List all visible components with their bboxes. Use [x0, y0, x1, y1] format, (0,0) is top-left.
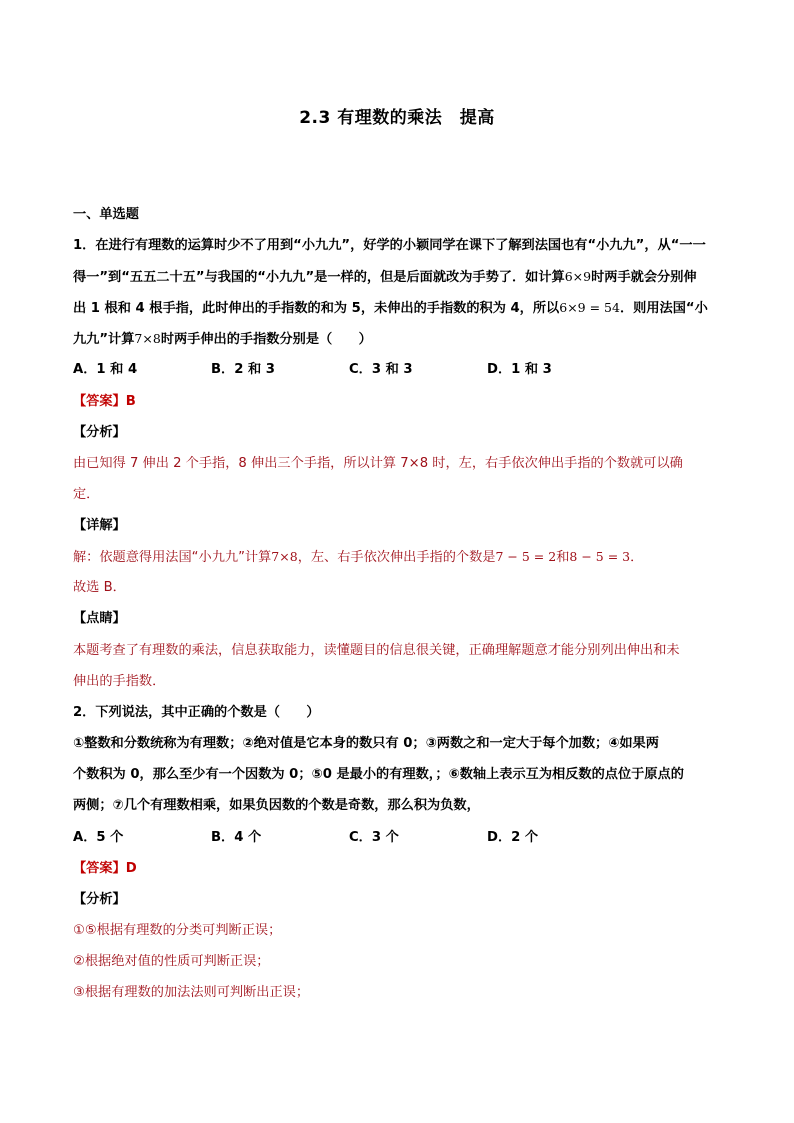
q1-math-equation: 6×9 = 54 — [559, 300, 620, 315]
q2-option-c: C．3 个 — [349, 830, 399, 845]
q1-analysis-label: 【分析】 — [73, 425, 126, 440]
q1-comment-line-1: 本题考查了有理数的乘法，信息获取能力，读懂题目的信息很关键，正确理解题意才能分别列出伸出和未 — [73, 643, 680, 658]
q2-analysis-label: 【分析】 — [73, 892, 126, 907]
q1-detail-label: 【详解】 — [73, 518, 126, 533]
q2-answer — [73, 859, 723, 879]
section-heading: 一、单选题 — [73, 207, 139, 222]
q1-stem-line-1: 1．在进行有理数的运算时少不了用到“小九九”，好学的小颖同学在课下了解到法国也有“小九九”，从“一一 — [73, 238, 706, 253]
q1-detail-line — [73, 547, 723, 568]
page-title: 2.3 有理数的乘法 提高 — [299, 108, 495, 128]
answer-value: B — [125, 394, 136, 409]
q2-analysis-line-2: ②根据绝对值的性质可判断正误； — [73, 954, 270, 969]
q2-items-line-3: 两侧；⑦几个有理数相乘，如果负因数的个数是奇数，那么积为负数， — [73, 798, 480, 813]
q1-analysis-line-1: 由已知得 7 伸出 2 个手指，8 伸出三个手指，所以计算 7×8 时，左，右手依次伸出手指的个数就可以确 — [73, 456, 683, 471]
q1-option-a: A．1 和 4 — [73, 362, 138, 377]
q1-stem-text: 出 1 根和 4 根手指，此时伸出的手指数的和为 5，未伸出的手指数的积为 4，所以 — [73, 301, 560, 316]
q1-stem-line-4 — [73, 329, 723, 350]
q2-option-b: B．4 个 — [211, 830, 262, 845]
q1-detail-text: ，左、右手依次伸出手指的个数是 — [297, 550, 496, 565]
q1-comment-line-2: 伸出的手指数． — [73, 674, 166, 689]
q1-option-d: D．1 和 3 — [487, 362, 552, 377]
q1-comment-label: 【点睛】 — [73, 611, 126, 626]
q1-stem-text: 时两手伸出的手指数分别是（ ） — [160, 332, 372, 347]
answer-value: D — [125, 861, 137, 876]
answer-label: 【答案】 — [73, 394, 126, 409]
q1-options — [73, 360, 723, 380]
q1-stem-text: 九九”计算 — [73, 332, 135, 347]
q1-detail-math: 8 − 5 = 3 — [569, 549, 631, 564]
q1-answer — [73, 392, 723, 412]
q2-analysis-line-1: ①⑤根据有理数的分类可判断正误； — [73, 923, 282, 938]
q1-stem-line-2 — [73, 267, 723, 288]
q1-option-b: B．2 和 3 — [211, 362, 275, 377]
q1-math-6x9: 6×9 — [564, 269, 592, 284]
q1-stem-text: 时两手就会分别伸 — [591, 270, 697, 285]
q1-detail-math: 7×8 — [271, 549, 298, 564]
q1-analysis-line-2: 定． — [73, 487, 100, 502]
q2-items-line-1: ①整数和分数统称为有理数；②绝对值是它本身的数只有 0；③两数之和一定大于每个加数；④如果两 — [73, 736, 659, 751]
q1-detail-text: ． — [630, 550, 644, 565]
q1-stem-line-3 — [73, 298, 723, 319]
q2-stem: 2．下列说法，其中正确的个数是（ ） — [73, 705, 320, 720]
q2-option-a: A．5 个 — [73, 830, 124, 845]
answer-label: 【答案】 — [73, 861, 126, 876]
q1-detail-math: 7 − 5 = 2 — [495, 549, 557, 564]
q2-option-d: D．2 个 — [487, 830, 539, 845]
q1-option-c: C．3 和 3 — [349, 362, 413, 377]
q2-items-line-2: 个数积为 0，那么至少有一个因数为 0；⑤0 是最小的有理数，；⑥数轴上表示互为相反数的点位于原点的 — [73, 767, 684, 782]
q1-detail-text: 和 — [556, 550, 570, 565]
q1-detail-text: 解：依题意得用法国“小九九”计算 — [73, 550, 272, 565]
q1-choose: 故选 B． — [73, 580, 126, 595]
q2-options — [73, 828, 723, 848]
q1-stem-text: ．则用法国“小 — [619, 301, 708, 316]
q2-analysis-line-3: ③根据有理数的加法法则可判断出正误； — [73, 985, 310, 1000]
q1-stem-text: 得一”到“五五二十五”与我国的“小九九”是一样的，但是后面就改为手势了．如计算 — [73, 270, 565, 285]
q1-math-7x8: 7×8 — [134, 331, 161, 346]
